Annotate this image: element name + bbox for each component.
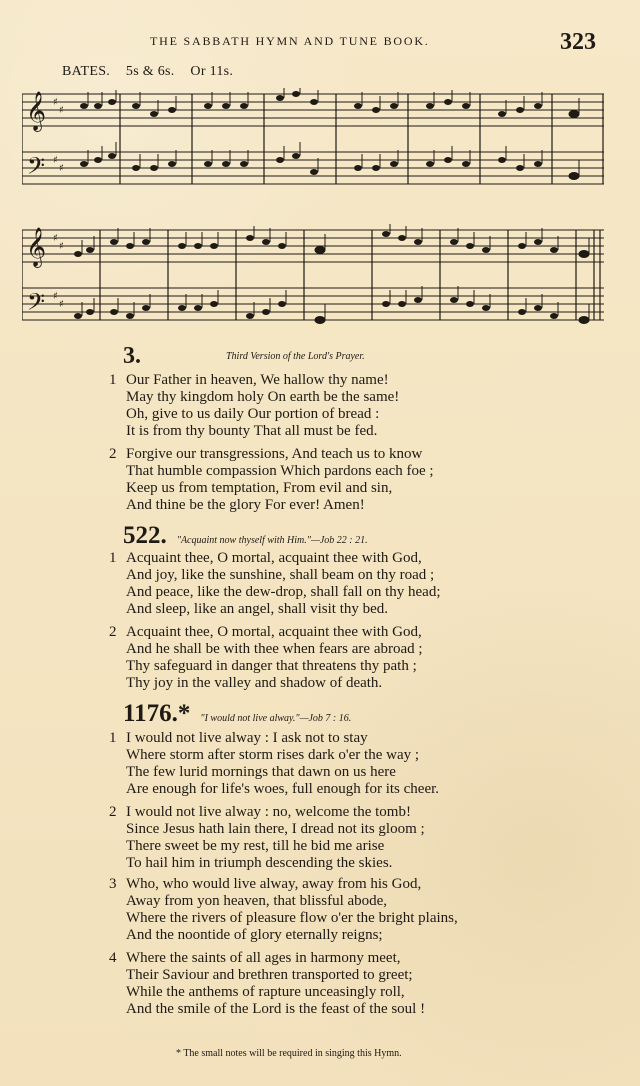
- sharp-sign-icon: ♯: [53, 291, 58, 302]
- verse-number: 1: [109, 372, 117, 388]
- hymn-subtitle: Third Version of the Lord's Prayer.: [226, 351, 365, 362]
- sharp-sign-icon: ♯: [59, 299, 64, 310]
- sharp-sign-icon: ♯: [59, 163, 64, 174]
- hymn-number: 522.: [123, 522, 167, 549]
- stanza: [109, 446, 529, 514]
- verse-text: I would not live alway : I ask not to stay: [126, 730, 368, 746]
- verse-number: 3: [109, 876, 117, 892]
- stanza-line: And the noontide of glory eternally reigns;: [126, 927, 383, 943]
- bass-clef-icon: 𝄢: [27, 288, 46, 321]
- verse-number: 4: [109, 950, 117, 966]
- treble-staff-2: [22, 230, 604, 262]
- stanza-line: And sleep, like an angel, shall visit thy bed.: [126, 601, 389, 617]
- stanza-line: [109, 624, 529, 641]
- verse-text: Acquaint thee, O mortal, acquaint thee with God,: [126, 624, 422, 640]
- sharp-sign-icon: ♯: [53, 97, 58, 108]
- verse-text: I would not live alway : no, welcome the tomb!: [126, 804, 411, 820]
- stanza-line: The few lurid mornings that dawn on us here: [126, 764, 396, 780]
- music-notes-2: [74, 224, 589, 324]
- treble-clef-icon: 𝄞: [26, 227, 47, 267]
- stanza-line: Keep us from temptation, From evil and sin,: [126, 480, 393, 496]
- stanza: [109, 950, 529, 1018]
- stanza-line: And he shall be with thee when fears are abroad ;: [126, 641, 423, 657]
- stanza-line: While the anthems of rapture unceasingly roll,: [126, 984, 405, 1000]
- hymn-header: [123, 522, 368, 550]
- stanza-line: [109, 804, 529, 821]
- treble-clef-icon: 𝄞: [26, 91, 47, 131]
- bass-staff-2: [22, 288, 604, 320]
- stanza-line: Where storm after storm rises dark o'er the way ;: [126, 747, 420, 763]
- sharp-sign-icon: ♯: [53, 233, 58, 244]
- stanza-line: To hail him in triumph descending the skies.: [126, 855, 393, 871]
- verse-number: 1: [109, 550, 117, 566]
- sharp-sign-icon: ♯: [59, 105, 64, 116]
- stanza-line: [109, 372, 529, 389]
- stanza-line: [109, 730, 529, 747]
- stanza-line: Away from yon heaven, that blissful abode,: [126, 893, 388, 909]
- stanza-line: Are enough for life's woes, full enough for its cheer.: [126, 781, 440, 797]
- tune-alt-meter: Or 11s.: [190, 64, 234, 79]
- stanza-line: There sweet be my rest, till he bid me arise: [126, 838, 385, 854]
- stanza-line: Since Jesus hath lain there, I dread not its gloom ;: [126, 821, 425, 837]
- music-staff-system-2: [22, 224, 604, 324]
- stanza-line: Where the rivers of pleasure flow o'er the bright plains,: [126, 910, 458, 926]
- tune-header: [62, 64, 245, 80]
- stanza-line: It is from thy bounty That all must be fed.: [126, 423, 378, 439]
- page-title: THE SABBATH HYMN AND TUNE BOOK.: [150, 34, 430, 48]
- stanza: [109, 550, 529, 618]
- stanza-line: [109, 950, 529, 967]
- stanza-line: [109, 446, 529, 463]
- verse-text: Acquaint thee, O mortal, acquaint thee with God,: [126, 550, 422, 566]
- verse-text: Who, who would live alway, away from his God,: [126, 876, 422, 892]
- stanza-line: [109, 876, 529, 893]
- verse-text: Forgive our transgressions, And teach us to know: [126, 446, 423, 462]
- stanza: [109, 876, 529, 944]
- hymn-subtitle: "I would not live alway."—Job 7 : 16.: [200, 713, 352, 724]
- verse-text: Where the saints of all ages in harmony meet,: [126, 950, 401, 966]
- stanza: [109, 624, 529, 692]
- verse-number: 2: [109, 624, 117, 640]
- hymn-subtitle: "Acquaint now thyself with Him."—Job 22 : 21.: [176, 535, 368, 546]
- bass-clef-icon: 𝄢: [27, 152, 46, 185]
- stanza: [109, 372, 529, 440]
- tune-name: BATES.: [62, 64, 111, 79]
- stanza-line: And the smile of the Lord is the feast of the soul !: [126, 1001, 426, 1017]
- stanza: [109, 804, 529, 872]
- stanza-line: And joy, like the sunshine, shall beam on thy road ;: [126, 567, 435, 583]
- stanza-line: [109, 550, 529, 567]
- music-system-2: [22, 224, 604, 324]
- page-number: 323: [560, 29, 596, 55]
- stanza-line: And peace, like the dew-drop, shall fall on thy head;: [126, 584, 441, 600]
- footnote: * The small notes will be required in singing this Hymn.: [176, 1048, 402, 1059]
- hymn-header: [123, 700, 351, 728]
- hymn-number: 3.: [123, 343, 141, 369]
- stanza-line: Oh, give to us daily Our portion of bread :: [126, 406, 380, 422]
- stanza-line: And thine be the glory For ever! Amen!: [126, 497, 365, 513]
- stanza-line: Thy joy in the valley and shadow of death.: [126, 675, 383, 691]
- sharp-sign-icon: ♯: [59, 241, 64, 252]
- verse-text: Our Father in heaven, We hallow thy name!: [126, 372, 389, 388]
- hymn-number: 1176.*: [123, 700, 191, 727]
- stanza: [109, 730, 529, 798]
- stanza-line: That humble compassion Which pardons each foe ;: [126, 463, 434, 479]
- verse-number: 2: [109, 446, 117, 462]
- music-staff-system-1: [22, 88, 604, 188]
- tune-meter: 5s & 6s.: [125, 64, 175, 79]
- verse-number: 2: [109, 804, 117, 820]
- verse-number: 1: [109, 730, 117, 746]
- stanza-line: Their Saviour and brethren transported to greet;: [126, 967, 413, 983]
- stanza-line: Thy safeguard in danger that threatens thy path ;: [126, 658, 417, 674]
- stanza-line: May thy kingdom holy On earth be the same!: [126, 389, 400, 405]
- sharp-sign-icon: ♯: [53, 155, 58, 166]
- music-system-1: [22, 88, 604, 188]
